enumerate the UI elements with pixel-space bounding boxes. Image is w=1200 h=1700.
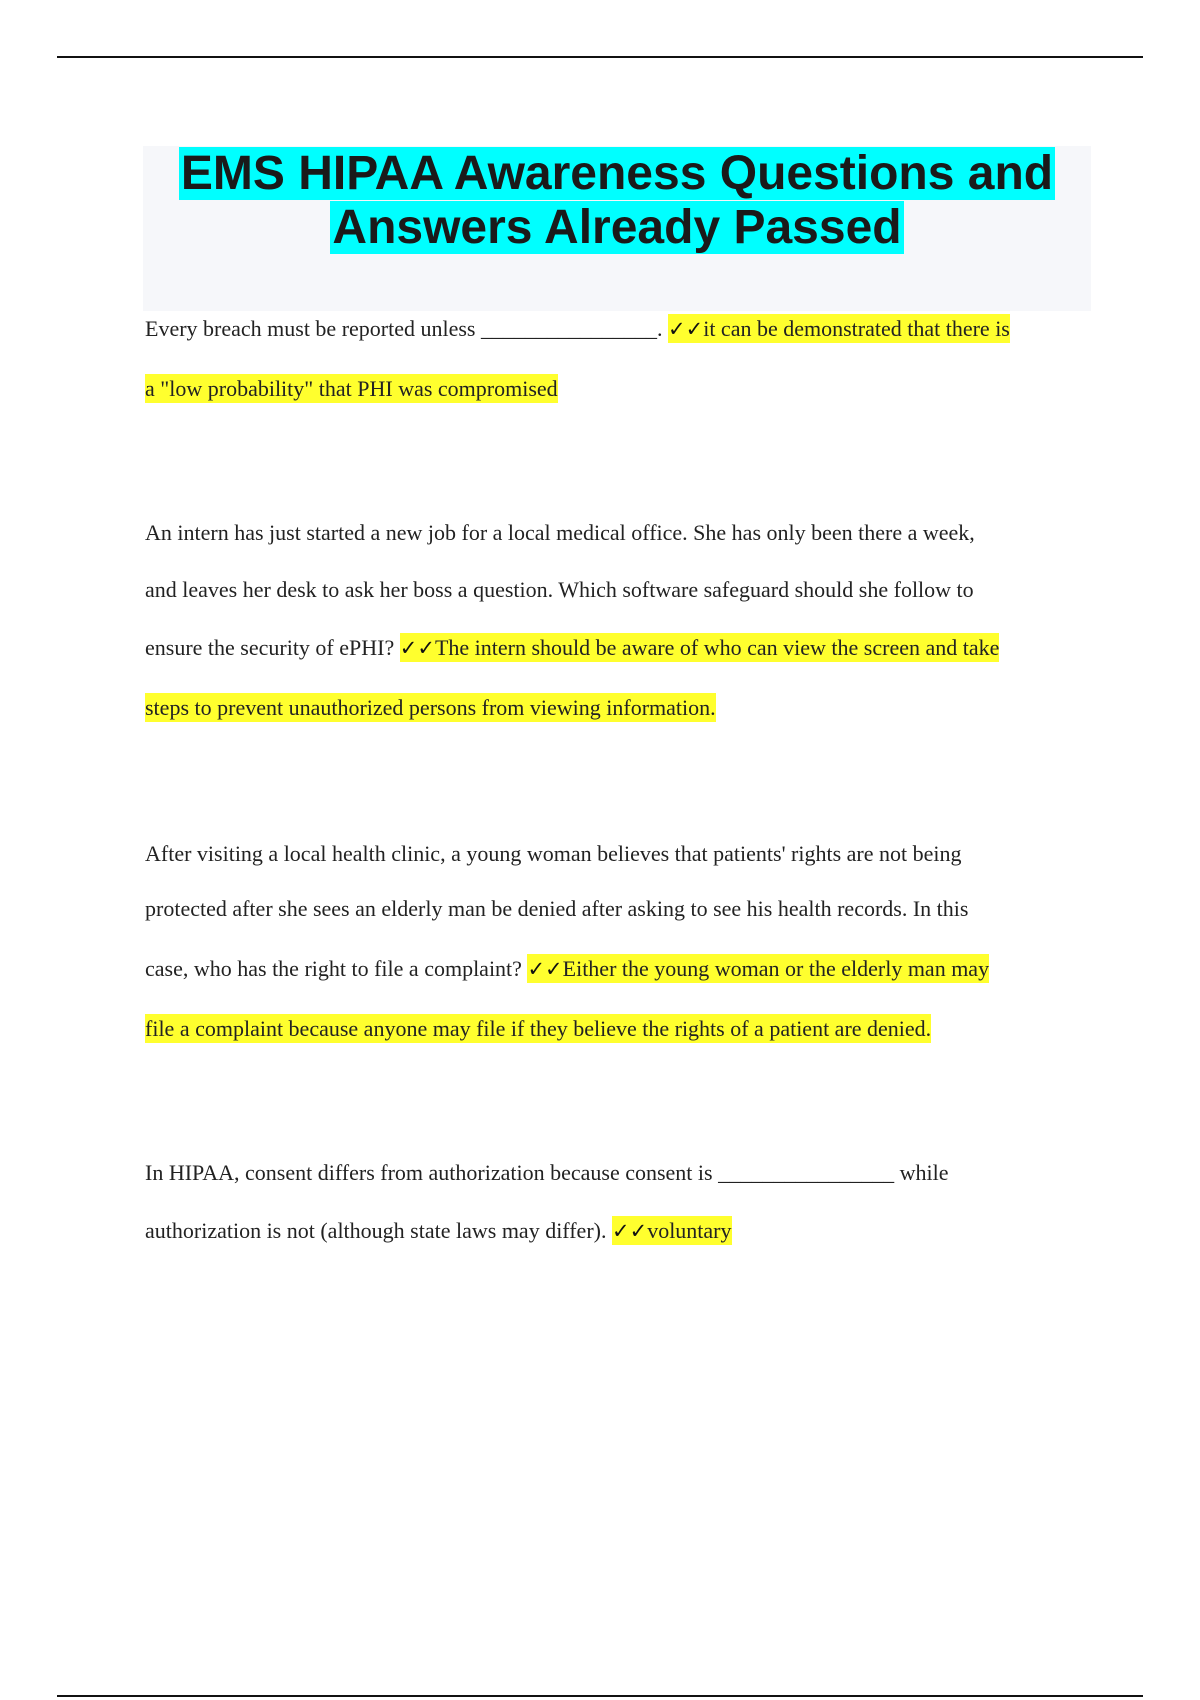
question-text: After visiting a local health clinic, a young woman believes that patients' rights are not being [145, 841, 962, 866]
double-check-icon: ✓✓ [399, 636, 435, 660]
answer-text: voluntary [647, 1218, 732, 1243]
bottom-rule [57, 1695, 1143, 1697]
answer-text: it can be demonstrated that there is [703, 316, 1010, 341]
question-text: ensure the security of ePHI? [145, 635, 400, 660]
question-text: protected after she sees an elderly man be denied after asking to see his health records. In this [145, 896, 969, 921]
double-check-icon: ✓✓ [527, 957, 563, 981]
double-check-icon: ✓✓ [611, 1219, 648, 1243]
answer-text: a "low probability" that PHI was compromised [145, 376, 558, 401]
title-banner [143, 146, 1091, 311]
answer-text: steps to prevent unauthorized persons from viewing information. [145, 695, 716, 720]
answer-text: file a complaint because anyone may file if they believe the rights of a patient are denied. [145, 1016, 932, 1041]
answer-text: The intern should be aware of who can view the screen and take [434, 635, 1000, 660]
question-text: An intern has just started a new job for a local medical office. She has only been there a week, [145, 520, 975, 545]
question-text: In HIPAA, consent differs from authorization because consent is ________________ while [145, 1160, 949, 1185]
answer-text: Either the young woman or the elderly man may [562, 956, 990, 981]
answer-highlight [400, 633, 1000, 662]
title-line-2: Answers Already Passed [332, 201, 902, 254]
question-text: and leaves her desk to ask her boss a question. Which software safeguard should she follow to [145, 577, 974, 602]
answer-highlight [612, 1216, 732, 1245]
answer-highlight [668, 314, 1010, 343]
question-text: case, who has the right to file a complaint? [145, 956, 528, 981]
answer-highlight [527, 954, 989, 983]
double-check-icon: ✓✓ [668, 317, 704, 341]
question-text: Every breach must be reported unless ________________. [145, 316, 668, 341]
top-rule [57, 56, 1143, 58]
question-text: authorization is not (although state laws may differ). [145, 1218, 612, 1243]
title-line-1: EMS HIPAA Awareness Questions and [180, 147, 1054, 200]
